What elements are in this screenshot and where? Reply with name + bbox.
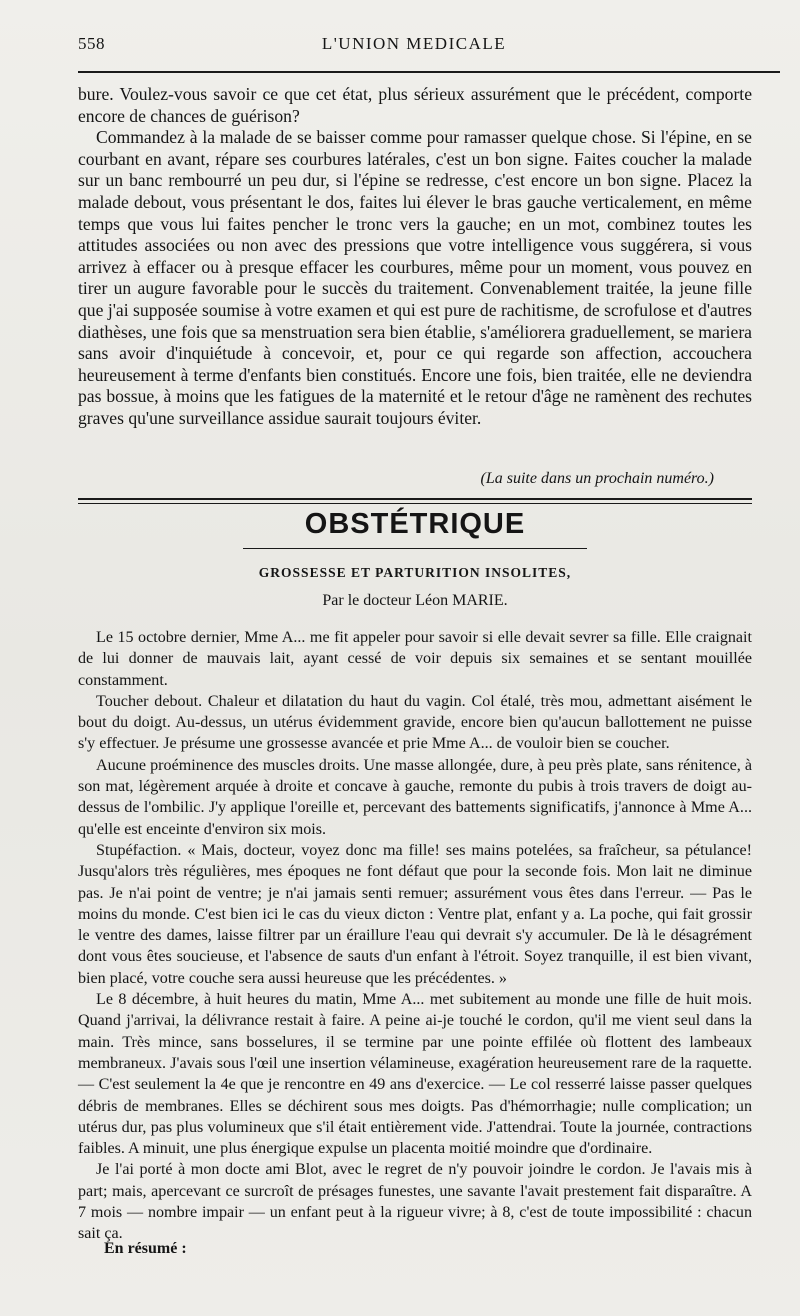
- section-heading: OBSTÉTRIQUE: [304, 508, 526, 540]
- paragraph: Stupéfaction. « Mais, docteur, voyez donc ma fille! ses mains potelées, sa fraîcheur, sa pétulance! Jusqu'alors très régulières, mes époques ne font défaut que pour la seconde fois. Mon lait ne diminue pas. Je n'ai point de ventre; je n'ai jamais senti remuer; assurément vous êtes dans l'erreur. — Pas le moins du monde. C'est bien ici le cas du vieux dicton : Ventre plat, enfant y a. La poche, qui fait grossir le ventre des dames, laisse filtrer par un éraillure l'eau qui devrait s'y accumuler. De là le désagrément dont vous êtes soucieuse, et l'absence de sauts d'un enfant à l'étroit. Soyez tranquille, il est bien vivant, bien placé, votre couche sera aussi heureuse que les précédentes. »: [78, 841, 752, 987]
- article-title: GROSSESSE ET PARTURITION INSOLITES,: [258, 565, 572, 580]
- journal-title: L'UNION MEDICALE: [321, 34, 507, 53]
- section-divider-thin: [78, 503, 752, 504]
- page-number: 558: [78, 34, 105, 53]
- heading-underline: [243, 548, 587, 549]
- continuation-note: (La suite dans un prochain numéro.): [480, 470, 714, 487]
- section-divider: [78, 498, 752, 500]
- header-rule: [78, 71, 780, 73]
- previous-article-text: [78, 84, 752, 430]
- paragraph: Toucher debout. Chaleur et dilatation du haut du vagin. Col étalé, très mou, admettant aisément le bout du doigt. Au-dessus, un utérus évidemment gravide, encore bien qu'aucun ballottement ne puisse s'y effectuer. Je présume une grossesse avancée et prie Mme A... de vouloir bien se coucher.: [78, 692, 752, 753]
- byline: Par le docteur Léon MARIE.: [322, 592, 508, 609]
- paragraph: Aucune proéminence des muscles droits. Une masse allongée, dure, à peu près plate, sans rénitence, à son mat, légèrement arquée à droite et concave à gauche, remonte du pubis à trois travers de doigt au-dessus de l'ombilic. J'y applique l'oreille et, percevant des battements significatifs, j'annonce à Mme A... qu'elle est enceinte d'environ six mois.: [78, 756, 752, 838]
- paragraph: Je l'ai porté à mon docte ami Blot, avec le regret de n'y pouvoir joindre le cordon. Je l'avais mis à part; mais, apercevant ce surcroît de présages funestes, une savante l'avait prestement fait disparaître. A 7 mois — nombre impair — un enfant peut à la rigueur vivre; à 8, c'est de toute impossibilité : chacun sait ça.: [78, 1161, 752, 1243]
- paragraph: bure. Voulez-vous savoir ce que cet état, plus sérieux assurément que le précédent, comporte encore de chances de guérison?: [78, 84, 752, 126]
- paragraph: Le 8 décembre, à huit heures du matin, Mme A... met subitement au monde une fille de huit mois. Quand j'arrivai, la délivrance restait à faire. A peine ai-je touché le cordon, qu'il me vient seul dans la main. Très mince, sans bosselures, il se termine par une pointe effilée où flottent des lambeaux membraneux. J'avais sous l'œil une insertion vélamineuse, exagération heureusement rare de la raquette. — C'est seulement la 4e que je rencontre en 49 ans d'exercice. — Le col resserré laisse passer quelques débris de membranes. Elles se déchirent sous mes doigts. Pas d'hémorrhagie; nulle complication; un utérus dur, pas plus volumineux que s'il était entièrement vide. J'attendrai. Toute la journée, contractions faibles. A minuit, une plus énergique expulse un placenta moitié moindre que d'ordinaire.: [78, 991, 752, 1158]
- paragraph: Commandez à la malade de se baisser comme pour ramasser quelque chose. Si l'épine, en se courbant en avant, répare ses courbures latérales, c'est un bon signe. Faites coucher la malade sur un banc rembourré un peu dur, si l'épine se redresse, c'est encore un bon signe. Placez la malade debout, vous présentant le dos, faites lui élever le bras gauche verticalement, en même temps que vous lui faites pencher le tronc vers la gauche; en un mot, combinez toutes les attitudes associées ou non avec des pressions que votre intelligence vous suggérera, si vous arrivez à effacer ou à presque effacer les courbures, même pour un moment, vous pouvez en tirer un augure favorable pour le succès du traitement. Convenablement traitée, la jeune fille que j'ai supposée soumise à votre examen et qui est pure de rachitisme, de scrofulose et d'autres diathèses, une fois que sa menstruation sera bien établie, s'améliorera graduellement, se mariera sans avoir d'inquiétude à concevoir, et, pour ce qui regarde son affection, accouchera heureusement à terme d'enfants bien constitués. Encore une fois, bien traitée, elle ne deviendra pas bossue, à moins que les fatigues de la maternité et le retour d'âge ne ramènent des rechutes graves qu'une surveillance assidue saurait toujours éviter.: [78, 127, 752, 428]
- closing-phrase: En résumé :: [104, 1240, 187, 1257]
- running-head: [78, 34, 750, 58]
- article-text: [78, 627, 752, 1245]
- paragraph: Le 15 octobre dernier, Mme A... me fit appeler pour savoir si elle devait sevrer sa fille. Elle craignait de lui donner de mauvais lait, ayant cessé de voir depuis six semaines et se sentant mouillée constamment.: [78, 629, 752, 689]
